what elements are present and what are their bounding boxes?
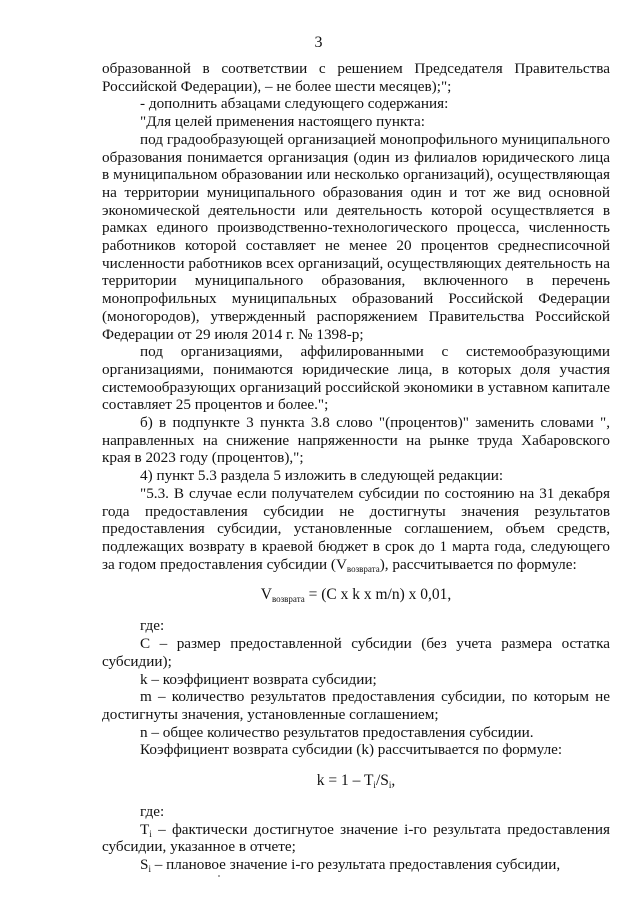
formula2-sub2: i bbox=[388, 780, 392, 791]
paragraph-def-k: k – коэффициент возврата субсидии; bbox=[140, 670, 377, 688]
formula-return-volume bbox=[102, 586, 610, 604]
formula1-rhs: = (С x k x m/n) x 0,01, bbox=[304, 586, 452, 604]
paragraph-5-3-tail: ), рассчитывается по формуле: bbox=[379, 555, 577, 573]
scan-speck bbox=[218, 875, 220, 877]
def-t-text: – фактически достигнутое значение i-го результата предоставления субсидии, указанное в отчете; bbox=[102, 820, 610, 856]
formula1-lhs: V bbox=[260, 586, 272, 604]
paragraph-amend: - дополнить абзацами следующего содержания: bbox=[140, 95, 449, 113]
paragraph-point-4: 4) пункт 5.3 раздела 5 изложить в следующей редакции: bbox=[140, 467, 504, 485]
formula2-c: , bbox=[391, 772, 396, 790]
def-t-symbol: T bbox=[140, 820, 150, 838]
paragraph-5-3 bbox=[102, 485, 610, 574]
paragraph-subpoint-b: б) в подпункте 3 пункта 3.8 слово "(процентов)" заменить словами ", направленных на снижение напряженности на рынке труда Хабаровского края в 2023 году (процентов),"; bbox=[102, 414, 610, 467]
paragraph-5-3-subscript: возврата bbox=[346, 563, 380, 574]
paragraph-where-2: где: bbox=[140, 803, 165, 821]
page-number: 3 bbox=[314, 34, 323, 51]
paragraph-def-c: С – размер предоставленной субсидии (без учета размера остатка субсидии); bbox=[102, 635, 610, 670]
paragraph-def-s bbox=[102, 856, 610, 874]
formula1-lhs-subscript: возврата bbox=[271, 594, 305, 605]
paragraph-continuation: образованной в соответствии с решением Председателя Правительства Российской Федерации), – не более шести месяцев);"; bbox=[102, 60, 610, 95]
paragraph-definition-city-forming: под градообразующей организацией монопрофильного муниципального образования понимается организация (один из филиалов юридического лица в муниципальном образовании или несколько организаций), осуществляющая на территории муниципального образования один и тот же вид основной экономической деятельности или деятельность которой осуществляется в рамках единого производственно-технологического процесса, численность работников которой составляет не менее 20 процентов среднесписочной численности работников всех организаций, осуществляющих деятельность на территории муниципального образования, включенного в перечень монопрофильных муниципальных образований Российской Федерации (моногородов), утвержденный распоряжением Правительства Российской Федерации от 29 июля 2014 г. № 1398-р; bbox=[102, 130, 610, 343]
paragraph-definition-affiliated: под организациями, аффилированными с системообразующими организациями, понимаются юридические лица, в которых доля участия системообразующих организаций российской экономики в уставном капитале составляет 25 процентов и более."; bbox=[102, 343, 610, 414]
paragraph-def-n: n – общее количество результатов предоставления субсидии. bbox=[140, 723, 534, 741]
formula-coefficient bbox=[102, 772, 610, 790]
document-body bbox=[102, 60, 610, 874]
formula2-a: k = 1 – T bbox=[316, 772, 374, 790]
paragraph-purpose: "Для целей применения настоящего пункта: bbox=[140, 113, 425, 131]
paragraph-where-1: где: bbox=[140, 617, 165, 635]
def-s-text: – плановое значение i-го результата предоставления субсидии, bbox=[150, 856, 561, 874]
paragraph-5-3-text: "5.3. В случае если получателем субсидии по состоянию на 31 декабря года предоставления субсидии не достигнуты значения результатов предоставления субсидии, установленные соглашением, объем средств, подлежащих возврату в краевой бюджет в срок до 1 марта года, следующего за годом предоставления субсидии (V bbox=[102, 484, 610, 573]
def-s-symbol: S bbox=[140, 856, 149, 874]
formula2-b: /S bbox=[375, 772, 389, 790]
def-s-subscript: i bbox=[148, 864, 151, 875]
formula2-sub1: i bbox=[373, 780, 376, 791]
paragraph-def-t bbox=[102, 821, 610, 856]
def-t-subscript: i bbox=[149, 828, 152, 839]
paragraph-coef-intro: Коэффициент возврата субсидии (k) рассчитывается по формуле: bbox=[140, 741, 563, 759]
paragraph-def-m: m – количество результатов предоставления субсидии, по которым не достигнуты значения, установленные соглашением; bbox=[102, 688, 610, 723]
